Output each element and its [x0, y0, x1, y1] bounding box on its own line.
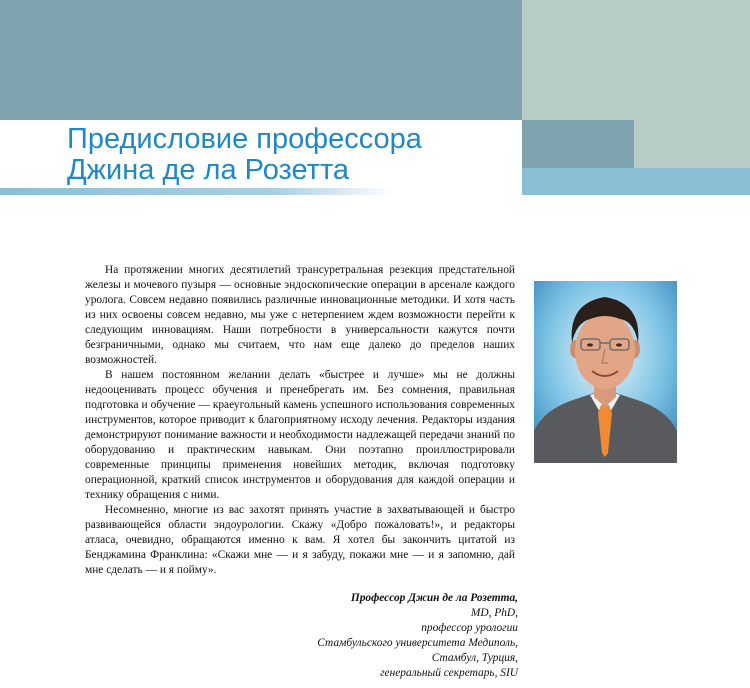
author-name: Профессор Джин де ла Розетта,: [350, 592, 518, 604]
author-role: генеральный секретарь, SIU: [380, 667, 518, 679]
author-university: Стамбульского университета Медиполь,: [317, 637, 518, 649]
paragraph-2: В нашем постоянном желании делать «быстрее и лучше» мы не должны недооценивать процесс обучения и пренебрегать им. Без сомнения, правильная подготовка и обучение — краеугольный камень успешного использования современных инструментов, которое приводит к благоприятному исходу лечения. Редакторы издания демонстрируют понимание важности и необходимости надлежащей передачи знаний по оборудованию и практическим навыкам. Они поэтапно проиллюстрировали современные принципы применения новейших методик, включая подготовку операционной, краткий список инструментов и оборудования для каждой операции и технику обращения с ними.: [85, 369, 515, 501]
author-position: профессор урологии: [421, 622, 518, 634]
page-title: [67, 124, 422, 186]
header-band-blue: [522, 168, 750, 195]
paragraph-1: На протяжении многих десятилетий трансуретральная резекция предстательной железы и мочевого пузыря — основные эндоскопические операции в арсенале каждого уролога. Совсем недавно появились различные инновационные методики. И хотя часть из них освоены совсем недавно, мы уже с нетерпением ждем возможности перейти к следующим инновациям. Наши потребности в универсальности кажутся почти безграничными, однако мы считаем, что нам еще далеко до пределов наших возможностей.: [85, 264, 515, 366]
header-band-mid: [522, 120, 634, 168]
paragraph-3: Несомненно, многие из вас захотят принять участие в захватывающей и быстро развивающейся области эндоурологии. Скажу «Добро пожаловать!», и редакторы атласа, очевидно, обращаются именно к вам. Я хотел бы закончить цитатой из Бенджамина Франклина: «Скажи мне — и я забуду, покажи мне — и я запомню, дай мне сделать — и я пойму».: [85, 504, 515, 576]
portrait-illustration: [534, 281, 677, 463]
title-underline: [0, 188, 395, 195]
page-title-line-2: Джина де ла Розетта: [67, 154, 350, 186]
page-title-line-1: Предисловие профессора: [67, 123, 422, 155]
author-location: Стамбул, Турция,: [431, 652, 518, 664]
author-degrees: MD, PhD,: [470, 607, 518, 619]
header-band-dark: [0, 0, 522, 120]
author-portrait-photo: [534, 281, 677, 463]
preface-body: [85, 263, 515, 578]
author-signature: [317, 591, 518, 681]
